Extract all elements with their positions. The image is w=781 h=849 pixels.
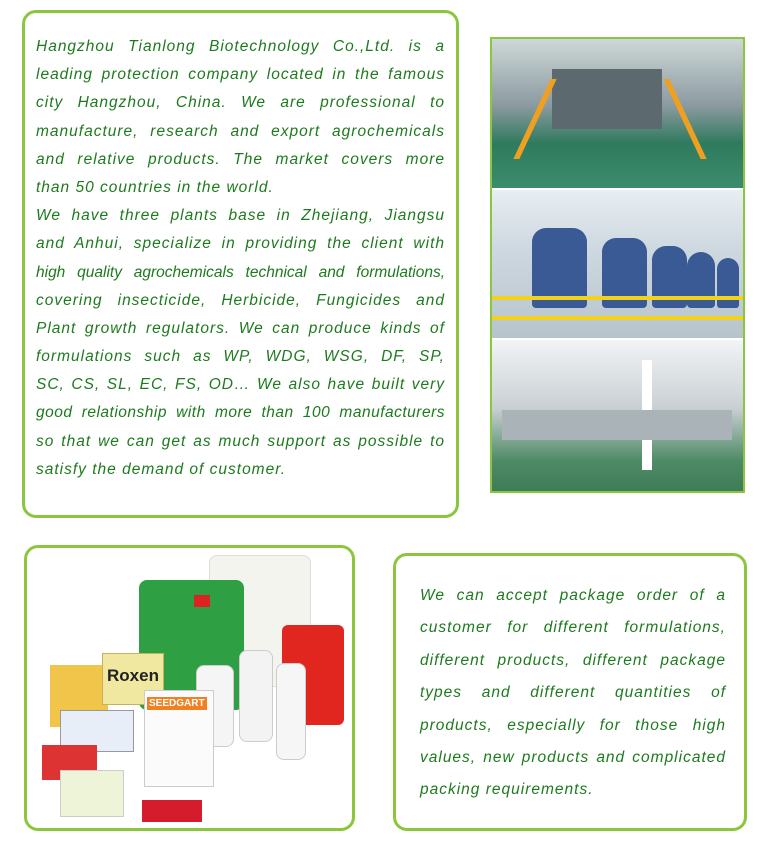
intro-line: SC, CS, SL, EC, FS, OD… We also have built very: [36, 376, 445, 394]
intro-line: satisfy the demand of customer.: [36, 460, 287, 478]
package-line: types and different quantities of: [420, 684, 726, 702]
intro-line: We have three plants base in Zhejiang, Jiangsu: [36, 207, 445, 225]
intro-line: and Anhui, specialize in providing the client with: [36, 235, 445, 253]
factory-photos: [490, 37, 745, 493]
intro-line: Hangzhou Tianlong Biotechnology Co.,Ltd. is a: [36, 38, 445, 55]
intro-line: city Hangzhou, China. We are professional to: [36, 94, 445, 112]
seedgart-label: SEEDGART: [149, 698, 205, 709]
intro-line: and relative products. The market covers more: [36, 150, 445, 168]
package-line: packing requirements.: [420, 781, 594, 799]
intro-line: formulations such as WP, WDG, WSG, DF, SP,: [36, 348, 445, 366]
factory-photo-packing-line: [492, 340, 743, 491]
factory-photo-tanks: [492, 190, 743, 341]
intro-line: covering insecticide, Herbicide, Fungicides and: [36, 291, 445, 309]
package-line: products, especially for those high: [420, 716, 726, 734]
intro-text: [36, 33, 445, 484]
intro-line: leading protection company located in the famous: [36, 66, 445, 84]
roxen-label: Roxen: [107, 666, 159, 685]
package-line: We can accept package order of a: [420, 587, 726, 604]
intro-line: high quality agrochemicals technical and formulations,: [36, 263, 445, 281]
package-text: [420, 580, 726, 807]
package-line: values, new products and complicated: [420, 748, 726, 766]
intro-line: good relationship with more than 100 manufacturers: [36, 404, 445, 422]
package-line: customer for different formulations,: [420, 619, 726, 637]
intro-line: manufacture, research and export agrochemicals: [36, 122, 445, 140]
intro-line: Plant growth regulators. We can produce kinds of: [36, 319, 445, 337]
intro-line: than 50 countries in the world.: [36, 178, 274, 196]
factory-photo-reactors: [492, 39, 743, 190]
intro-line: so that we can get as much support as possible to: [36, 432, 445, 450]
package-line: different products, different package: [420, 651, 726, 669]
product-packages-image: [24, 545, 354, 830]
